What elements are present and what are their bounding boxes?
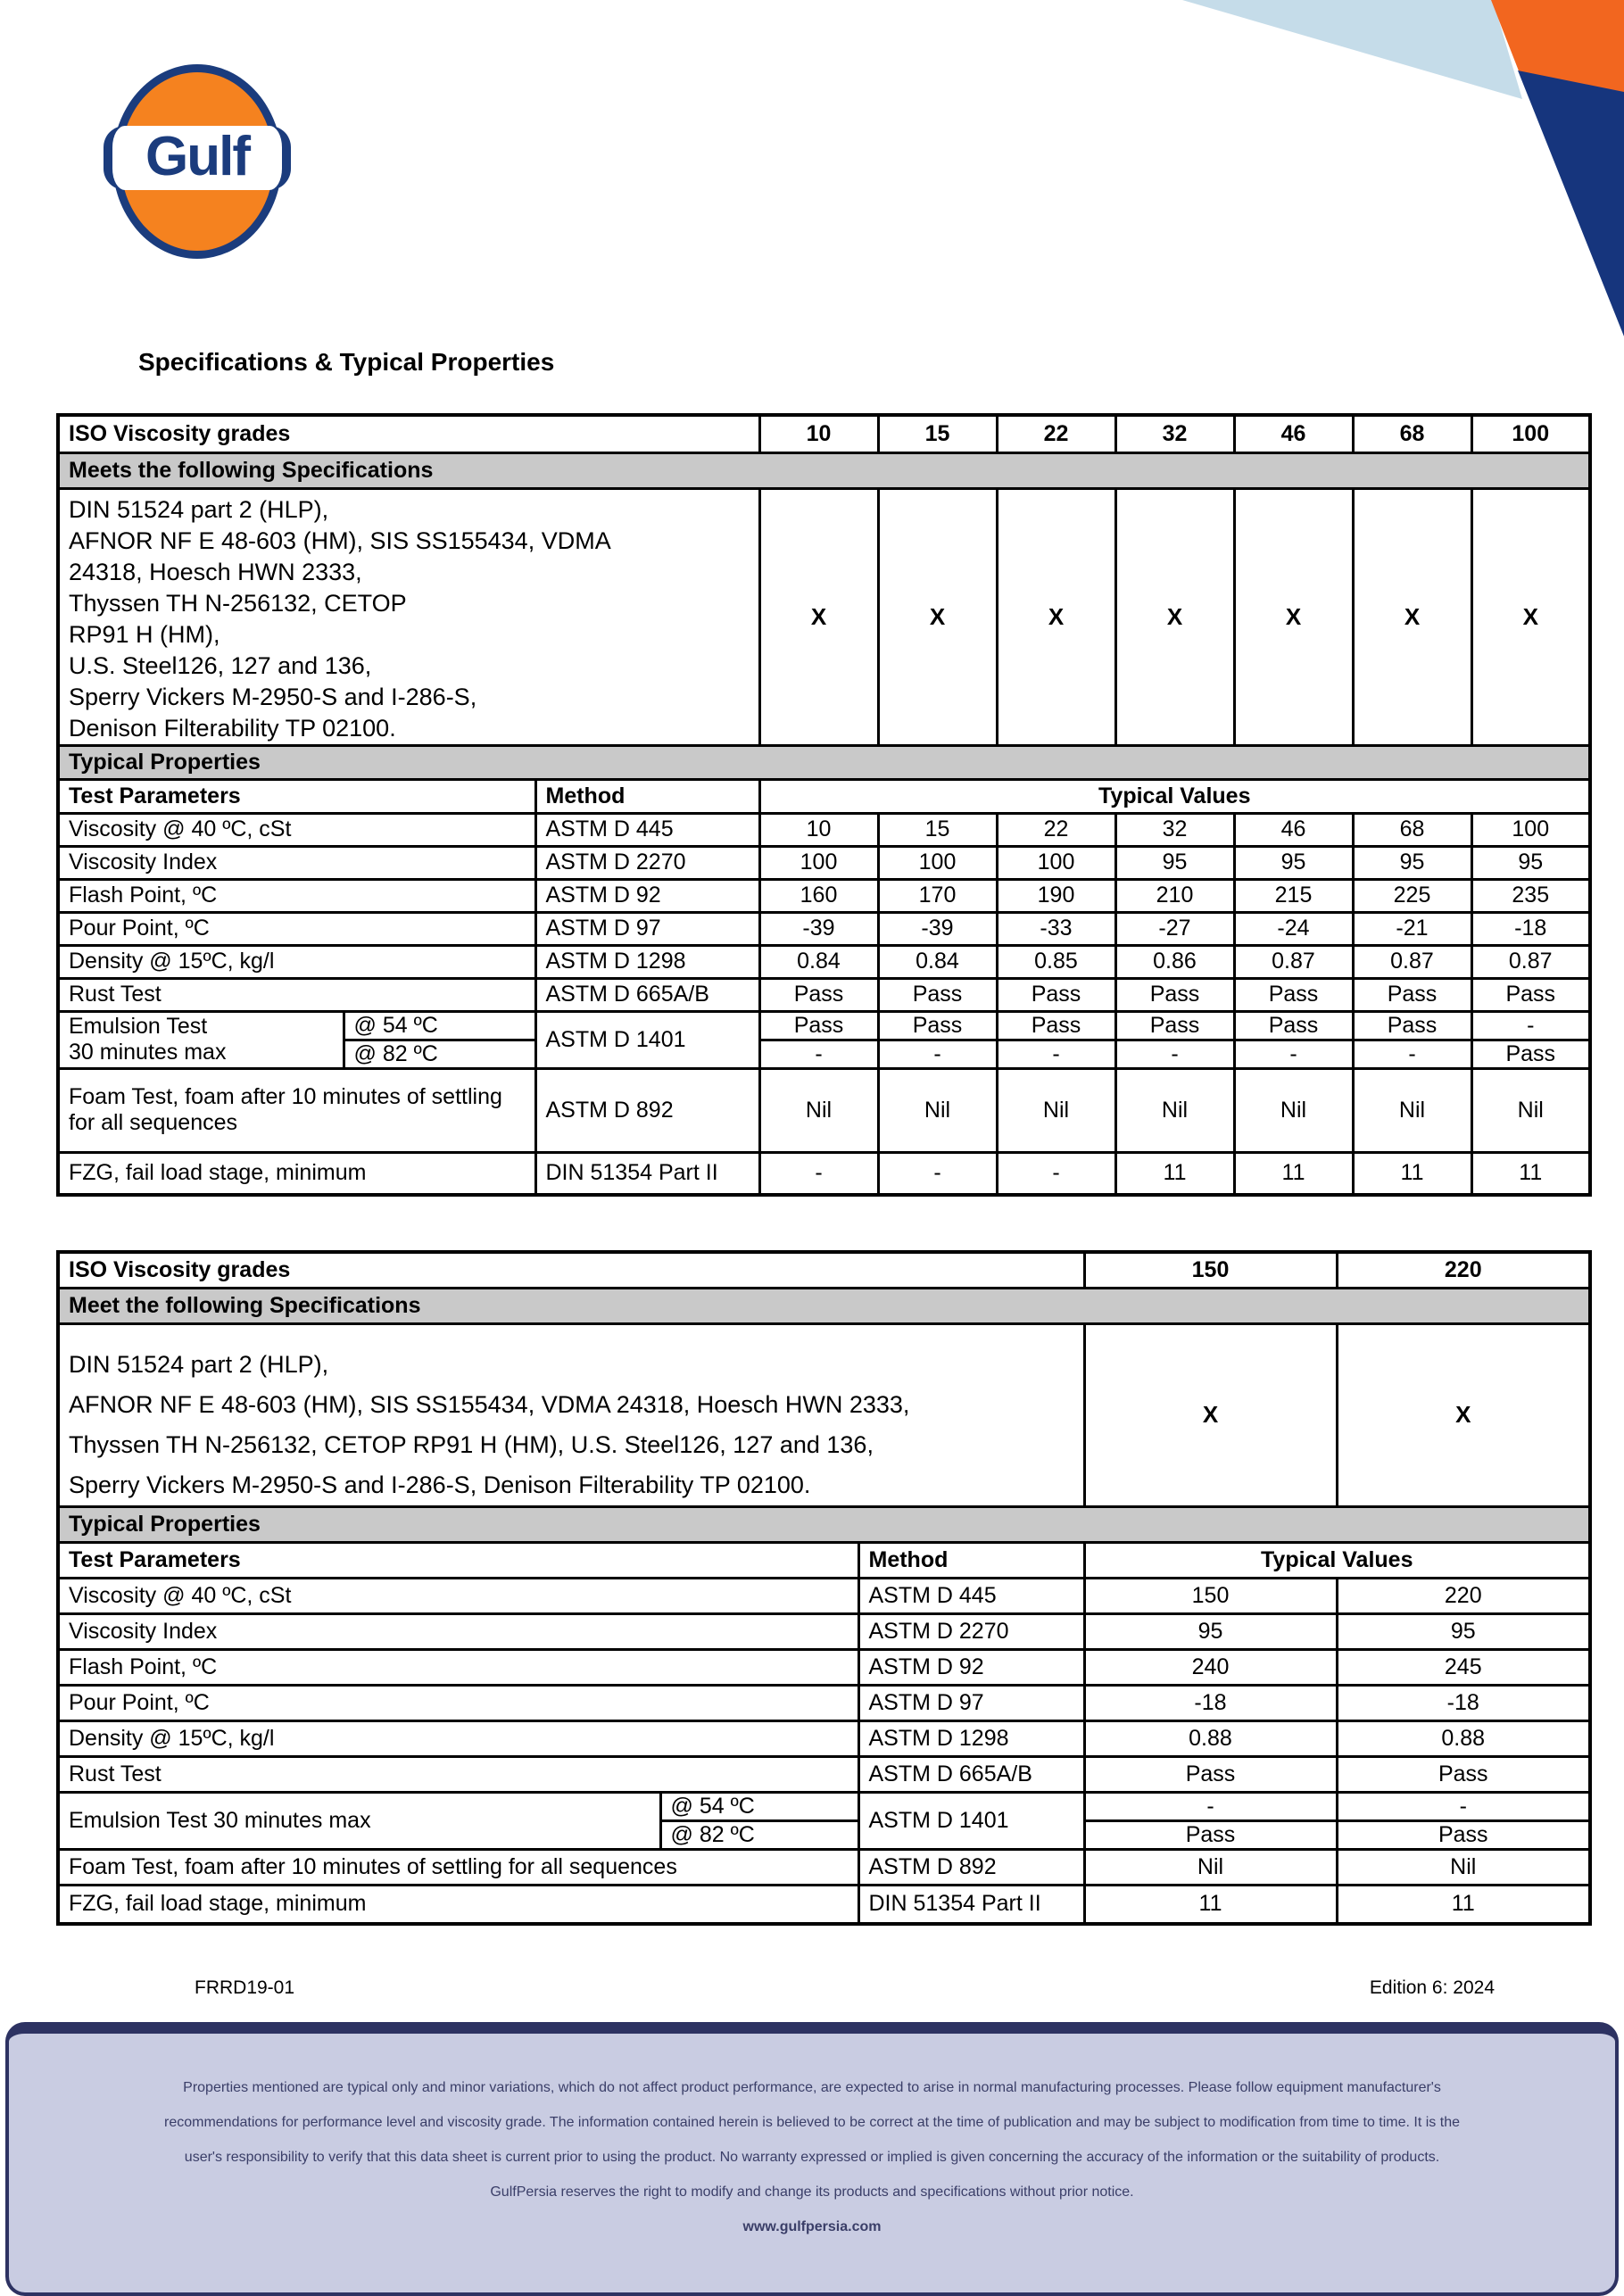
value-cell: 95 — [1337, 1613, 1590, 1649]
website-link: www.gulfpersia.com — [742, 2219, 882, 2234]
typical-values-header: Typical Values — [1084, 1542, 1590, 1578]
iso-grade-value: 150 — [1084, 1252, 1337, 1288]
value-cell: - — [878, 1040, 997, 1068]
method-cell: DIN 51354 Part II — [858, 1885, 1084, 1924]
row-label: Foam Test, foam after 10 minutes of settling for all sequences — [58, 1849, 858, 1885]
table-row — [58, 813, 1590, 846]
method-cell: ASTM D 445 — [858, 1578, 1084, 1613]
value-cell: Pass — [1353, 1011, 1471, 1040]
value-cell: Pass — [997, 1011, 1115, 1040]
value-cell: 0.85 — [997, 945, 1115, 978]
row-label: Pour Point, ºC — [58, 912, 535, 945]
method-cell: ASTM D 892 — [858, 1849, 1084, 1885]
value-cell: -39 — [878, 912, 997, 945]
spec-mark-cell: X — [1353, 488, 1471, 745]
value-cell: -18 — [1337, 1685, 1590, 1720]
emulsion-sub-54: @ 54 ºC — [660, 1792, 858, 1820]
emulsion-row-54 — [58, 1792, 1590, 1820]
test-parameters-header: Test Parameters — [58, 1542, 858, 1578]
method-cell: ASTM D 1298 — [535, 945, 759, 978]
disclaimer-line: GulfPersia reserves the right to modify and change its products and specifications without prior notice. — [490, 2184, 1134, 2200]
table-row — [58, 912, 1590, 945]
spec-line: U.S. Steel126, 127 and 136, — [69, 651, 372, 679]
value-cell: Pass — [1115, 1011, 1234, 1040]
value-cell: Pass — [1471, 978, 1590, 1011]
value-cell: 245 — [1337, 1649, 1590, 1685]
corner-orange-triangle — [1160, 0, 1624, 339]
disclaimer-line: recommendations for performance level and viscosity grade. The information contained herein is believed to be correct at the time of publication and may be subject to modification from time to time. It is the — [164, 2115, 1460, 2130]
foam-test-row — [58, 1068, 1590, 1152]
method-header: Method — [858, 1542, 1084, 1578]
specifications-row — [58, 1323, 1590, 1506]
iso-grade-value: 220 — [1337, 1252, 1590, 1288]
value-cell: Pass — [1084, 1820, 1337, 1849]
spec-mark-cell: X — [1337, 1323, 1590, 1506]
value-cell: 95 — [1353, 846, 1471, 879]
spec-mark-cell: X — [1471, 488, 1590, 745]
value-cell: -27 — [1115, 912, 1234, 945]
value-cell: Nil — [1353, 1068, 1471, 1152]
specifications-text — [58, 488, 759, 745]
table-row — [58, 1649, 1590, 1685]
table-row — [58, 846, 1590, 879]
value-cell: -18 — [1084, 1685, 1337, 1720]
spec-line: Thyssen TH N-256132, CETOP RP91 H (HM), U.S. Steel126, 127 and 136, — [69, 1430, 874, 1458]
gulf-logo-text: Gulf — [145, 125, 249, 187]
spec-mark-cell: X — [1084, 1323, 1337, 1506]
spec-line: Denison Filterability TP 02100. — [69, 714, 396, 742]
typical-properties-header: Typical Properties — [58, 1506, 1590, 1542]
iso-grade-value: 15 — [878, 415, 997, 452]
value-cell: Nil — [997, 1068, 1115, 1152]
disclaimer-line: user's responsibility to verify that this data sheet is current prior to using the product. No warranty expressed or implied is given concerning the accuracy of the information or the suitability of products. — [184, 2150, 1440, 2165]
value-cell: 0.84 — [878, 945, 997, 978]
spec-line: RP91 H (HM), — [69, 620, 220, 648]
test-parameters-header: Test Parameters — [58, 779, 535, 813]
iso-grade-value: 100 — [1471, 415, 1590, 452]
meets-specifications-row — [58, 452, 1590, 488]
value-cell: Pass — [1115, 978, 1234, 1011]
value-cell: 10 — [759, 813, 878, 846]
value-cell: 100 — [878, 846, 997, 879]
disclaimer-line: Properties mentioned are typical only and minor variations, which do not affect product performance, are expected to arise in normal manufacturing processes. Please follow equipment manufacturer's — [183, 2080, 1441, 2095]
value-cell: Pass — [1337, 1756, 1590, 1792]
emulsion-label — [58, 1011, 344, 1068]
value-cell: Pass — [759, 1011, 878, 1040]
row-label: Pour Point, ºC — [58, 1685, 858, 1720]
value-cell: -39 — [759, 912, 878, 945]
iso-grades-label: ISO Viscosity grades — [58, 415, 759, 452]
table-row — [58, 1756, 1590, 1792]
iso-grades-row — [58, 415, 1590, 452]
row-label: Viscosity @ 40 ºC, cSt — [58, 813, 535, 846]
value-cell: 150 — [1084, 1578, 1337, 1613]
method-cell: ASTM D 97 — [535, 912, 759, 945]
spec-mark-cell: X — [759, 488, 878, 745]
row-label: Viscosity Index — [58, 1613, 858, 1649]
row-label: Density @ 15ºC, kg/l — [58, 1720, 858, 1756]
table-row — [58, 1720, 1590, 1756]
value-cell: - — [1353, 1040, 1471, 1068]
value-cell: - — [759, 1040, 878, 1068]
method-cell: DIN 51354 Part II — [535, 1152, 759, 1195]
typical-properties-row — [58, 745, 1590, 779]
meets-specifications-row — [58, 1288, 1590, 1323]
value-cell: - — [1084, 1792, 1337, 1820]
value-cell: - — [1337, 1792, 1590, 1820]
value-cell: Pass — [878, 978, 997, 1011]
iso-grade-value: 68 — [1353, 415, 1471, 452]
table-row — [58, 1613, 1590, 1649]
value-cell: 0.88 — [1337, 1720, 1590, 1756]
row-label: FZG, fail load stage, minimum — [58, 1885, 858, 1924]
iso-grade-value: 10 — [759, 415, 878, 452]
value-cell: Pass — [1234, 978, 1353, 1011]
value-cell: 95 — [1084, 1613, 1337, 1649]
spec-line: AFNOR NF E 48-603 (HM), SIS SS155434, VDMA — [69, 526, 611, 554]
document-code: FRRD19-01 — [195, 1977, 295, 1998]
spec-line: 24318, Hoesch HWN 2333, — [69, 558, 362, 585]
corner-lightblue-triangle — [1160, 0, 1624, 339]
method-cell: ASTM D 1401 — [858, 1792, 1084, 1849]
method-cell: ASTM D 1298 — [858, 1720, 1084, 1756]
value-cell: Pass — [1337, 1820, 1590, 1849]
row-label: FZG, fail load stage, minimum — [58, 1152, 535, 1195]
value-cell: Nil — [1084, 1849, 1337, 1885]
value-cell: 0.88 — [1084, 1720, 1337, 1756]
value-cell: - — [878, 1152, 997, 1195]
value-cell: 240 — [1084, 1649, 1337, 1685]
value-cell: 170 — [878, 879, 997, 912]
disclaimer-box — [5, 2022, 1619, 2296]
method-cell: ASTM D 665A/B — [535, 978, 759, 1011]
table-row — [58, 978, 1590, 1011]
value-cell: Pass — [1353, 978, 1471, 1011]
spec-table-grades-10-100 — [56, 413, 1592, 1197]
iso-grades-row — [58, 1252, 1590, 1288]
spec-line: DIN 51524 part 2 (HLP), — [69, 1350, 329, 1378]
typical-properties-row — [58, 1506, 1590, 1542]
value-cell: 11 — [1471, 1152, 1590, 1195]
value-cell: - — [1234, 1040, 1353, 1068]
value-cell: Pass — [1471, 1040, 1590, 1068]
value-cell: 95 — [1115, 846, 1234, 879]
value-cell: 46 — [1234, 813, 1353, 846]
method-cell: ASTM D 97 — [858, 1685, 1084, 1720]
value-cell: Nil — [759, 1068, 878, 1152]
value-cell: 0.87 — [1234, 945, 1353, 978]
table-row — [58, 879, 1590, 912]
spec-table-grades-150-220 — [56, 1250, 1592, 1926]
spec-line: Sperry Vickers M-2950-S and I-286-S, Denison Filterability TP 02100. — [69, 1471, 811, 1498]
value-cell: 95 — [1471, 846, 1590, 879]
method-cell: ASTM D 2270 — [535, 846, 759, 879]
value-cell: 210 — [1115, 879, 1234, 912]
value-cell: Pass — [997, 978, 1115, 1011]
value-cell: Nil — [1115, 1068, 1234, 1152]
method-cell: ASTM D 445 — [535, 813, 759, 846]
value-cell: 15 — [878, 813, 997, 846]
value-cell: 0.86 — [1115, 945, 1234, 978]
value-cell: - — [1115, 1040, 1234, 1068]
row-label: Flash Point, ºC — [58, 879, 535, 912]
value-cell: 225 — [1353, 879, 1471, 912]
value-cell: 0.84 — [759, 945, 878, 978]
value-cell: 190 — [997, 879, 1115, 912]
value-cell: -24 — [1234, 912, 1353, 945]
value-cell: 235 — [1471, 879, 1590, 912]
value-cell: -21 — [1353, 912, 1471, 945]
value-cell: 11 — [1353, 1152, 1471, 1195]
gulf-logo — [104, 64, 291, 259]
table-row — [58, 1685, 1590, 1720]
typical-properties-header: Typical Properties — [58, 745, 1590, 779]
row-label: Viscosity @ 40 ºC, cSt — [58, 1578, 858, 1613]
value-cell: Nil — [878, 1068, 997, 1152]
spec-line: Sperry Vickers M-2950-S and I-286-S, — [69, 683, 477, 710]
method-cell: ASTM D 2270 — [858, 1613, 1084, 1649]
value-cell: Nil — [1471, 1068, 1590, 1152]
row-label: Viscosity Index — [58, 846, 535, 879]
value-cell: 100 — [1471, 813, 1590, 846]
value-cell: 100 — [759, 846, 878, 879]
method-cell: ASTM D 92 — [858, 1649, 1084, 1685]
value-cell: -33 — [997, 912, 1115, 945]
method-cell: ASTM D 92 — [535, 879, 759, 912]
value-cell: -18 — [1471, 912, 1590, 945]
emulsion-row-54 — [58, 1011, 1590, 1040]
row-label: Flash Point, ºC — [58, 1649, 858, 1685]
iso-grade-value: 22 — [997, 415, 1115, 452]
value-cell: 0.87 — [1471, 945, 1590, 978]
row-label: Density @ 15ºC, kg/l — [58, 945, 535, 978]
emulsion-sub-54: @ 54 ºC — [344, 1011, 535, 1040]
gulf-logo-band — [104, 126, 291, 190]
spec-line: Thyssen TH N-256132, CETOP — [69, 589, 407, 617]
method-cell: ASTM D 665A/B — [858, 1756, 1084, 1792]
value-cell: 220 — [1337, 1578, 1590, 1613]
spec-mark-cell: X — [1234, 488, 1353, 745]
foam-test-row — [58, 1849, 1590, 1885]
emulsion-sub-82: @ 82 ºC — [344, 1040, 535, 1068]
value-cell: 11 — [1337, 1885, 1590, 1924]
spec-mark-cell: X — [997, 488, 1115, 745]
table-row — [58, 1578, 1590, 1613]
iso-grade-value: 46 — [1234, 415, 1353, 452]
emulsion-label: Emulsion Test 30 minutes max — [58, 1792, 660, 1849]
corner-navy-triangle — [1160, 0, 1624, 339]
emulsion-label-line2: 30 minutes max — [69, 1040, 227, 1065]
spec-line: AFNOR NF E 48-603 (HM), SIS SS155434, VDMA 24318, Hoesch HWN 2333, — [69, 1390, 910, 1418]
spec-line: DIN 51524 part 2 (HLP), — [69, 495, 329, 523]
fzg-row — [58, 1885, 1590, 1924]
column-headers-row — [58, 1542, 1590, 1578]
specifications-row — [58, 488, 1590, 745]
value-cell: 22 — [997, 813, 1115, 846]
value-cell: - — [997, 1152, 1115, 1195]
row-label: Rust Test — [58, 978, 535, 1011]
value-cell: 0.87 — [1353, 945, 1471, 978]
method-cell: ASTM D 892 — [535, 1068, 759, 1152]
value-cell: Pass — [878, 1011, 997, 1040]
value-cell: - — [1471, 1011, 1590, 1040]
value-cell: 11 — [1234, 1152, 1353, 1195]
value-cell: 11 — [1084, 1885, 1337, 1924]
value-cell: 68 — [1353, 813, 1471, 846]
value-cell: Pass — [1234, 1011, 1353, 1040]
method-cell: ASTM D 1401 — [535, 1011, 759, 1068]
page-title: Specifications & Typical Properties — [138, 348, 555, 376]
iso-grade-value: 32 — [1115, 415, 1234, 452]
emulsion-sub-82: @ 82 ºC — [660, 1820, 858, 1849]
row-label: Foam Test, foam after 10 minutes of settling for all sequences — [58, 1068, 535, 1152]
value-cell: Nil — [1234, 1068, 1353, 1152]
value-cell: Pass — [759, 978, 878, 1011]
corner-decoration — [1160, 0, 1624, 339]
value-cell: - — [997, 1040, 1115, 1068]
edition-label: Edition 6: 2024 — [1369, 1977, 1495, 1998]
specifications-text — [58, 1323, 1084, 1506]
value-cell: 215 — [1234, 879, 1353, 912]
spec-mark-cell: X — [878, 488, 997, 745]
value-cell: - — [759, 1152, 878, 1195]
emulsion-label-line1: Emulsion Test — [69, 1014, 208, 1039]
value-cell: Nil — [1337, 1849, 1590, 1885]
row-label: Rust Test — [58, 1756, 858, 1792]
value-cell: 160 — [759, 879, 878, 912]
value-cell: 11 — [1115, 1152, 1234, 1195]
meets-specifications-header: Meets the following Specifications — [58, 452, 1590, 488]
value-cell: Pass — [1084, 1756, 1337, 1792]
meets-specifications-header: Meet the following Specifications — [58, 1288, 1590, 1323]
value-cell: 32 — [1115, 813, 1234, 846]
value-cell: 95 — [1234, 846, 1353, 879]
method-header: Method — [535, 779, 759, 813]
spec-mark-cell: X — [1115, 488, 1234, 745]
value-cell: 100 — [997, 846, 1115, 879]
fzg-row — [58, 1152, 1590, 1195]
iso-grades-label: ISO Viscosity grades — [58, 1252, 1084, 1288]
column-headers-row — [58, 779, 1590, 813]
table-row — [58, 945, 1590, 978]
typical-values-header: Typical Values — [759, 779, 1590, 813]
